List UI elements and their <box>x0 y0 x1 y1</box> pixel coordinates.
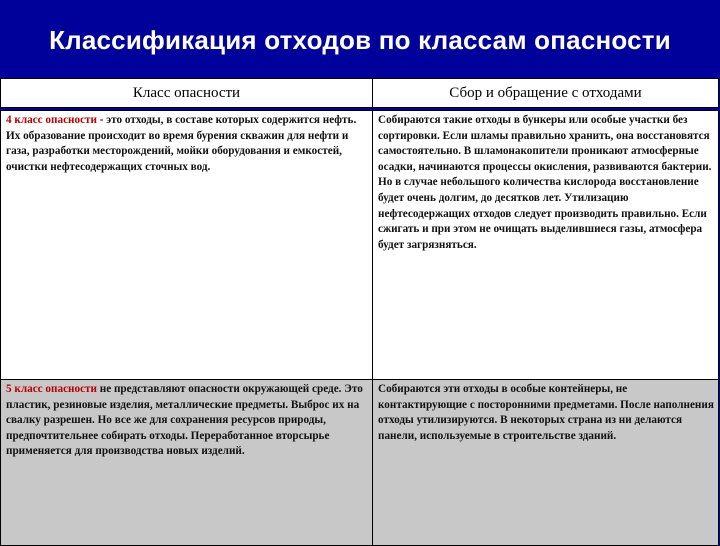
classification-table <box>0 78 719 546</box>
class-cell <box>1 380 373 546</box>
handling-description: Собираются такие отходы в бункеры или особые участки без сортировки. Если шламы правильно хранить, она восстановятся самостоятельно. В шламонакопители проникают атмосферные осадки, начинаются процессы окисления, развиваются бактерии. Но в случае небольшого количества кислорода восстановление будет очень долгим, до десятков лет. Утилизацию нефтесодержащих отходов следует производить правильно. Если сжигать и при этом не очищать выделившиеся газы, атмосфера будет загрязняться. <box>378 114 712 251</box>
handling-description: Собираются эти отходы в особые контейнеры, не контактирующие с посторонними предметами. После наполнения отходы утилизируются. В некоторых страна из ни делаются панели, используемые в строительстве зданий. <box>378 383 714 442</box>
table-row <box>1 111 719 380</box>
table-header-row <box>1 79 719 108</box>
class-description: не представляют опасности окружающей среде. Это пластик, резиновые изделия, металлические предметы. Выброс их на свалку разрешен. Но все же для сохранения ресурсов природы, предпочтительнее собирать отходы. Переработанное вторсырье применяется для производства новых изделий. <box>6 383 363 458</box>
handling-cell <box>373 380 719 546</box>
class-label: 4 класс опасности <box>6 114 97 126</box>
class-description: - это отходы, в составе которых содержится нефть. Их образование происходит во время бурения скважин для нефти и газа, разработки месторождений, мойки оборудования и емкостей, очистки нефтесодержащих сточных вод. <box>6 114 357 173</box>
handling-cell <box>373 111 719 380</box>
header-handling: Сбор и обращение с отходами <box>373 79 719 108</box>
table-row <box>1 380 719 546</box>
header-class: Класс опасности <box>1 79 373 108</box>
class-cell <box>1 111 373 380</box>
slide-title: Классификация отходов по классам опасности <box>49 24 671 55</box>
class-label: 5 класс опасности <box>6 383 97 395</box>
